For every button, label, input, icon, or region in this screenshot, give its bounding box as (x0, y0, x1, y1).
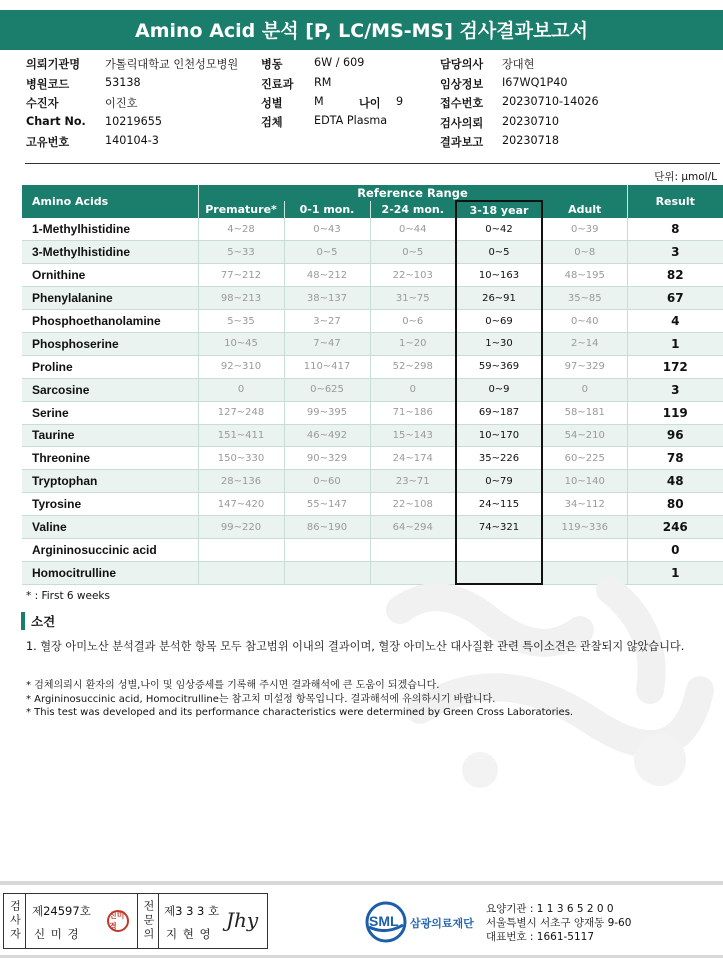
reference-range-cell: 52~298 (370, 355, 456, 378)
opinion-heading (21, 612, 55, 630)
reference-range-cell: 22~103 (370, 264, 456, 287)
amino-acid-name: Argininosuccinic acid (22, 538, 198, 561)
request-label: 검사의뢰 (440, 117, 484, 130)
reference-range-cell: 35~226 (456, 447, 542, 470)
amino-acid-name: Threonine (22, 447, 198, 470)
inspector-heading (4, 894, 26, 948)
inspector-stamp: 신미경 (107, 910, 129, 932)
specialist-signature: Jhy (226, 908, 259, 932)
reference-range-cell: 92~310 (198, 355, 284, 378)
amino-acid-name: Sarcosine (22, 378, 198, 401)
doctor-label: 담당의사 (440, 58, 484, 71)
reference-range-cell: 77~212 (198, 264, 284, 287)
reference-range-cell: 99~220 (198, 516, 284, 539)
note-line: * Argininosuccinic acid, Homocitrulline는 참고치 미설정 항목입니다. 결과해석에 유의하시기 바랍니다. (26, 693, 496, 705)
reference-range-cell: 0 (370, 378, 456, 401)
reference-range-cell: 22~108 (370, 493, 456, 516)
col-result: Result (627, 185, 723, 218)
col-premature: Premature* (198, 201, 284, 218)
reference-range-cell: 58~181 (542, 401, 627, 424)
reference-range-cell (198, 561, 284, 584)
reference-range-cell (370, 538, 456, 561)
reference-range-cell: 31~75 (370, 287, 456, 310)
table-row (22, 538, 723, 561)
col-2-24-mon: 2-24 mon. (370, 201, 456, 218)
reference-range-cell: 1~20 (370, 332, 456, 355)
reference-range-cell: 74~321 (456, 516, 542, 539)
reference-range-cell: 48~195 (542, 264, 627, 287)
signature-box (3, 893, 268, 949)
doctor-value: 장대현 (502, 58, 535, 71)
amino-acid-name: Valine (22, 516, 198, 539)
result-value: 78 (627, 447, 723, 470)
result-value: 172 (627, 355, 723, 378)
result-value: 67 (627, 287, 723, 310)
title-divider (0, 48, 723, 50)
reference-range-cell: 150~330 (198, 447, 284, 470)
footer-divider (0, 881, 723, 885)
reference-range-cell: 0~40 (542, 310, 627, 333)
reference-range-cell: 0~39 (542, 218, 627, 241)
reference-range-cell: 110~417 (284, 355, 370, 378)
result-value: 4 (627, 310, 723, 333)
reference-range-cell: 35~85 (542, 287, 627, 310)
reference-range-cell: 0 (542, 378, 627, 401)
reference-range-cell: 3~27 (284, 310, 370, 333)
ward-value: 6W / 609 (314, 56, 365, 69)
reference-range-cell: 34~112 (542, 493, 627, 516)
reference-range-cell: 5~35 (198, 310, 284, 333)
reference-range-cell (542, 538, 627, 561)
result-value: 8 (627, 218, 723, 241)
reference-range-cell: 1~30 (456, 332, 542, 355)
reference-range-cell: 38~137 (284, 287, 370, 310)
ward-label: 병동 (261, 58, 283, 71)
reference-range-cell (284, 538, 370, 561)
result-value: 246 (627, 516, 723, 539)
amino-acid-name: Tyrosine (22, 493, 198, 516)
unit-label: 단위: μmol/L (654, 171, 717, 183)
reference-range-cell: 0~5 (284, 241, 370, 264)
hospital-label: 의뢰기관명 (26, 58, 81, 71)
code-value: 53138 (105, 76, 141, 89)
amino-acid-name: Homocitrulline (22, 561, 198, 584)
reference-range-cell: 0~5 (370, 241, 456, 264)
info-divider (25, 163, 720, 164)
table-row (22, 516, 723, 539)
reference-range-cell: 46~492 (284, 424, 370, 447)
reference-range-cell (284, 561, 370, 584)
result-value: 119 (627, 401, 723, 424)
reference-range-cell: 0~60 (284, 470, 370, 493)
dept-label: 진료과 (261, 78, 294, 91)
reference-range-cell: 147~420 (198, 493, 284, 516)
reference-range-cell: 10~170 (456, 424, 542, 447)
reference-range-cell: 10~140 (542, 470, 627, 493)
reference-range-cell: 0~42 (456, 218, 542, 241)
col-3-18-year: 3-18 year (456, 201, 542, 218)
table-row (22, 241, 723, 264)
result-value: 0 (627, 538, 723, 561)
note-line: * 검체의뢰시 환자의 성별,나이 및 임상증세를 기록해 주시면 결과해석에 큰 도움이 되겠습니다. (26, 680, 440, 691)
result-value: 96 (627, 424, 723, 447)
chart-label: Chart No. (26, 115, 86, 128)
reference-range-cell: 0~625 (284, 378, 370, 401)
table-row (22, 493, 723, 516)
reference-range-cell: 54~210 (542, 424, 627, 447)
reference-range-cell: 97~329 (542, 355, 627, 378)
sml-logo-text: SML (369, 913, 399, 929)
reference-range-cell: 7~47 (284, 332, 370, 355)
table-row (22, 378, 723, 401)
amino-acid-name: 1-Methylhistidine (22, 218, 198, 241)
uid-label: 고유번호 (26, 136, 70, 149)
result-value: 3 (627, 378, 723, 401)
result-value: 80 (627, 493, 723, 516)
amino-acid-name: Serine (22, 401, 198, 424)
heading-marker (21, 612, 25, 630)
org-license: 요양기관 : 1 1 3 6 5 2 0 0 (486, 903, 614, 915)
table-row (22, 332, 723, 355)
inspector-name: 신 미 경 (34, 927, 80, 941)
reference-range-cell: 0~6 (370, 310, 456, 333)
sex-label: 성별 (261, 97, 283, 110)
amino-acid-name: Proline (22, 355, 198, 378)
reference-range-cell: 127~248 (198, 401, 284, 424)
table-row (22, 218, 723, 241)
inspector-vertical-label: 검사자 (8, 900, 22, 942)
result-value: 82 (627, 264, 723, 287)
specialist-heading (137, 894, 159, 948)
report-date-value: 20230718 (502, 134, 559, 147)
reference-range-cell: 59~369 (456, 355, 542, 378)
reference-range-cell: 0~5 (456, 241, 542, 264)
uid-value: 140104-3 (105, 134, 159, 147)
clinical-value: I67WQ1P40 (502, 76, 568, 89)
reference-range-cell: 0~69 (456, 310, 542, 333)
org-name: 삼광의료재단 (410, 917, 474, 930)
age-label: 나이 (359, 97, 381, 110)
result-value: 1 (627, 561, 723, 584)
reference-range-cell: 55~147 (284, 493, 370, 516)
notes (26, 679, 573, 720)
reference-range-cell: 5~33 (198, 241, 284, 264)
result-value: 3 (627, 241, 723, 264)
reference-range-cell (456, 538, 542, 561)
request-value: 20230710 (502, 115, 559, 128)
reference-range-cell: 2~14 (542, 332, 627, 355)
chart-value: 10219655 (105, 115, 162, 128)
specialist-name: 지 현 영 (166, 927, 212, 941)
amino-acid-name: Phosphoserine (22, 332, 198, 355)
reference-range-cell: 10~163 (456, 264, 542, 287)
table-row (22, 424, 723, 447)
reference-range-cell: 0 (198, 378, 284, 401)
reference-range-cell: 90~329 (284, 447, 370, 470)
specialist-vertical-label: 전문의 (142, 900, 155, 942)
reference-range-cell: 60~225 (542, 447, 627, 470)
inspector-license: 제24597호 (32, 904, 91, 918)
reference-range-cell: 98~213 (198, 287, 284, 310)
report-title: Amino Acid 분석 [P, LC/MS-MS] 검사결과보고서 (0, 10, 723, 48)
reference-range-cell: 23~71 (370, 470, 456, 493)
amino-acid-name: Ornithine (22, 264, 198, 287)
table-row (22, 264, 723, 287)
opinion-title: 소견 (31, 614, 56, 629)
clinical-label: 임상정보 (440, 78, 484, 91)
reference-range-cell (198, 538, 284, 561)
sex-value: M (314, 95, 324, 108)
table-footnote: * : First 6 weeks (26, 590, 110, 602)
result-value: 1 (627, 332, 723, 355)
reference-range-cell: 99~395 (284, 401, 370, 424)
amino-acid-table (22, 185, 723, 585)
result-value: 48 (627, 470, 723, 493)
reference-range-cell: 48~212 (284, 264, 370, 287)
receipt-value: 20230710-14026 (502, 95, 599, 108)
table-row (22, 401, 723, 424)
org-address (486, 902, 631, 944)
patient-label: 수진자 (26, 97, 59, 110)
amino-acid-name: Phenylalanine (22, 287, 198, 310)
reference-range-cell: 24~115 (456, 493, 542, 516)
receipt-label: 접수번호 (440, 97, 484, 110)
reference-range-cell: 26~91 (456, 287, 542, 310)
reference-range-cell: 0~43 (284, 218, 370, 241)
reference-range-cell: 10~45 (198, 332, 284, 355)
amino-acid-name: Phosphoethanolamine (22, 310, 198, 333)
reference-range-cell: 0~8 (542, 241, 627, 264)
org-street: 서울특별시 서초구 양재동 9-60 (486, 917, 632, 929)
col-0-1-mon: 0-1 mon. (284, 201, 370, 218)
reference-range-cell: 0~44 (370, 218, 456, 241)
hospital-value: 가톨릭대학교 인천성모병원 (105, 58, 239, 71)
amino-acid-name: 3-Methylhistidine (22, 241, 198, 264)
note-line: * This test was developed and its performance characteristics were determined by Green Cross Laboratories. (26, 707, 574, 718)
table-row (22, 355, 723, 378)
org-phone: 대표번호 : 1661-5117 (486, 931, 595, 943)
reference-range-cell: 0~79 (456, 470, 542, 493)
col-amino-acids: Amino Acids (22, 185, 198, 218)
specimen-value: EDTA Plasma (314, 114, 388, 127)
reference-range-cell: 86~190 (284, 516, 370, 539)
table-body (22, 218, 723, 584)
table-row (22, 470, 723, 493)
code-label: 병원코드 (26, 78, 70, 91)
reference-range-cell: 15~143 (370, 424, 456, 447)
age-value: 9 (396, 95, 404, 108)
reference-range-cell: 4~28 (198, 218, 284, 241)
specimen-label: 검체 (261, 116, 283, 129)
reference-range-cell: 119~336 (542, 516, 627, 539)
report-date-label: 결과보고 (440, 136, 484, 149)
reference-range-cell: 64~294 (370, 516, 456, 539)
reference-range-cell: 24~174 (370, 447, 456, 470)
reference-range-cell: 151~411 (198, 424, 284, 447)
col-adult: Adult (542, 201, 627, 218)
table-row (22, 287, 723, 310)
table-row (22, 447, 723, 470)
reference-range-cell: 69~187 (456, 401, 542, 424)
reference-range-cell: 71~186 (370, 401, 456, 424)
reference-range-cell: 28~136 (198, 470, 284, 493)
sml-logo (365, 901, 485, 943)
col-reference-range: Reference Range (198, 185, 627, 201)
patient-value: 이진호 (105, 97, 138, 110)
table-row (22, 310, 723, 333)
opinion-text: 1. 혈장 아미노산 분석결과 분석한 항목 모두 참고범위 이내의 결과이며, 혈장 아미노산 대사질환 관련 특이소견은 관찰되지 않았습니다. (26, 640, 685, 653)
amino-acid-name: Taurine (22, 424, 198, 447)
dept-value: RM (314, 76, 332, 89)
reference-range-cell: 0~9 (456, 378, 542, 401)
amino-acid-name: Tryptophan (22, 470, 198, 493)
specialist-license: 제3 3 3 호 (164, 904, 220, 918)
